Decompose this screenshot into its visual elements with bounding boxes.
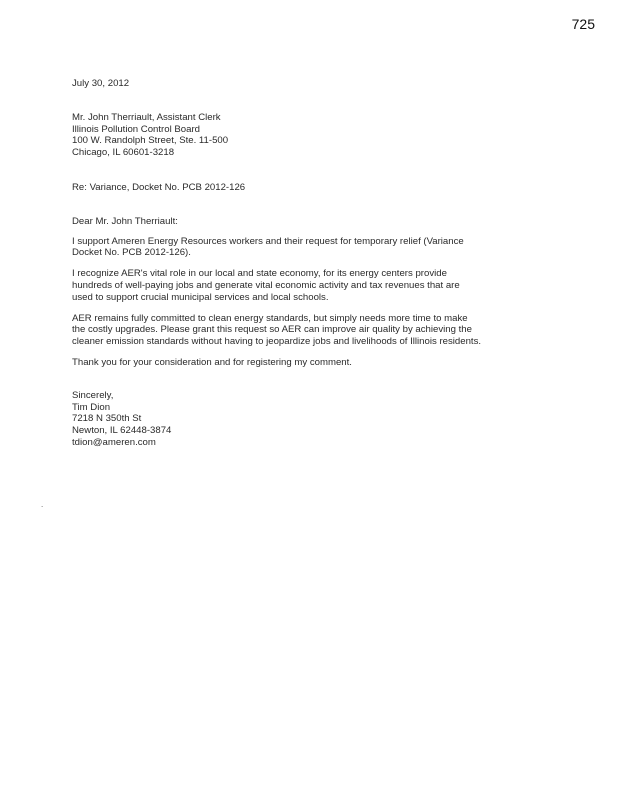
paragraph-line: used to support crucial municipal services and local schools.	[72, 291, 329, 303]
closing: Sincerely,	[72, 389, 114, 401]
paragraph-economy	[72, 268, 502, 303]
paragraph-line: hundreds of well-paying jobs and generate vital economic activity and tax revenues that are	[72, 279, 460, 291]
subject-text: Re: Variance, Docket No. PCB 2012-126	[72, 181, 246, 193]
signer-street: 7218 N 350th St	[72, 413, 142, 425]
recipient-organization: Illinois Pollution Control Board	[72, 123, 200, 135]
paragraph-line: I support Ameren Energy Resources workers and their request for temporary relief (Variance	[72, 235, 464, 247]
page-number: 725	[571, 16, 595, 32]
paragraph-line: the costly upgrades. Please grant this request so AER can improve air quality by achieving the	[72, 324, 472, 336]
signer-email: tdion@ameren.com	[72, 436, 156, 448]
paragraph-support	[72, 236, 502, 260]
recipient-address	[72, 112, 502, 159]
letter-body	[72, 78, 502, 449]
date-text: July 30, 2012	[72, 78, 130, 89]
signer-name: Tim Dion	[72, 401, 111, 413]
paragraph-line: AER remains fully committed to clean energy standards, but simply needs more time to make	[72, 312, 468, 324]
salutation	[72, 216, 502, 228]
paragraph-line: Docket No. PCB 2012-126).	[72, 247, 191, 259]
recipient-name: Mr. John Therriault, Assistant Clerk	[72, 111, 221, 123]
recipient-street: 100 W. Randolph Street, Ste. 11-500	[72, 135, 229, 147]
paragraph-standards	[72, 313, 502, 348]
subject-line	[72, 182, 502, 194]
salutation-text: Dear Mr. John Therriault:	[72, 215, 178, 227]
signer-city: Newton, IL 62448-3874	[72, 425, 172, 437]
signature-block	[72, 390, 502, 449]
paragraph-line: I recognize AER's vital role in our local and state economy, for its energy centers provide	[72, 268, 447, 280]
thanks-text: Thank you for your consideration and for registering my comment.	[72, 356, 352, 368]
paragraph-line: cleaner emission standards without having to jeopardize jobs and livelihoods of Illinois residents.	[72, 336, 482, 348]
letter-date	[72, 78, 502, 90]
margin-mark: .	[41, 500, 44, 509]
recipient-city: Chicago, IL 60601-3218	[72, 147, 175, 159]
thanks-line	[72, 357, 502, 369]
